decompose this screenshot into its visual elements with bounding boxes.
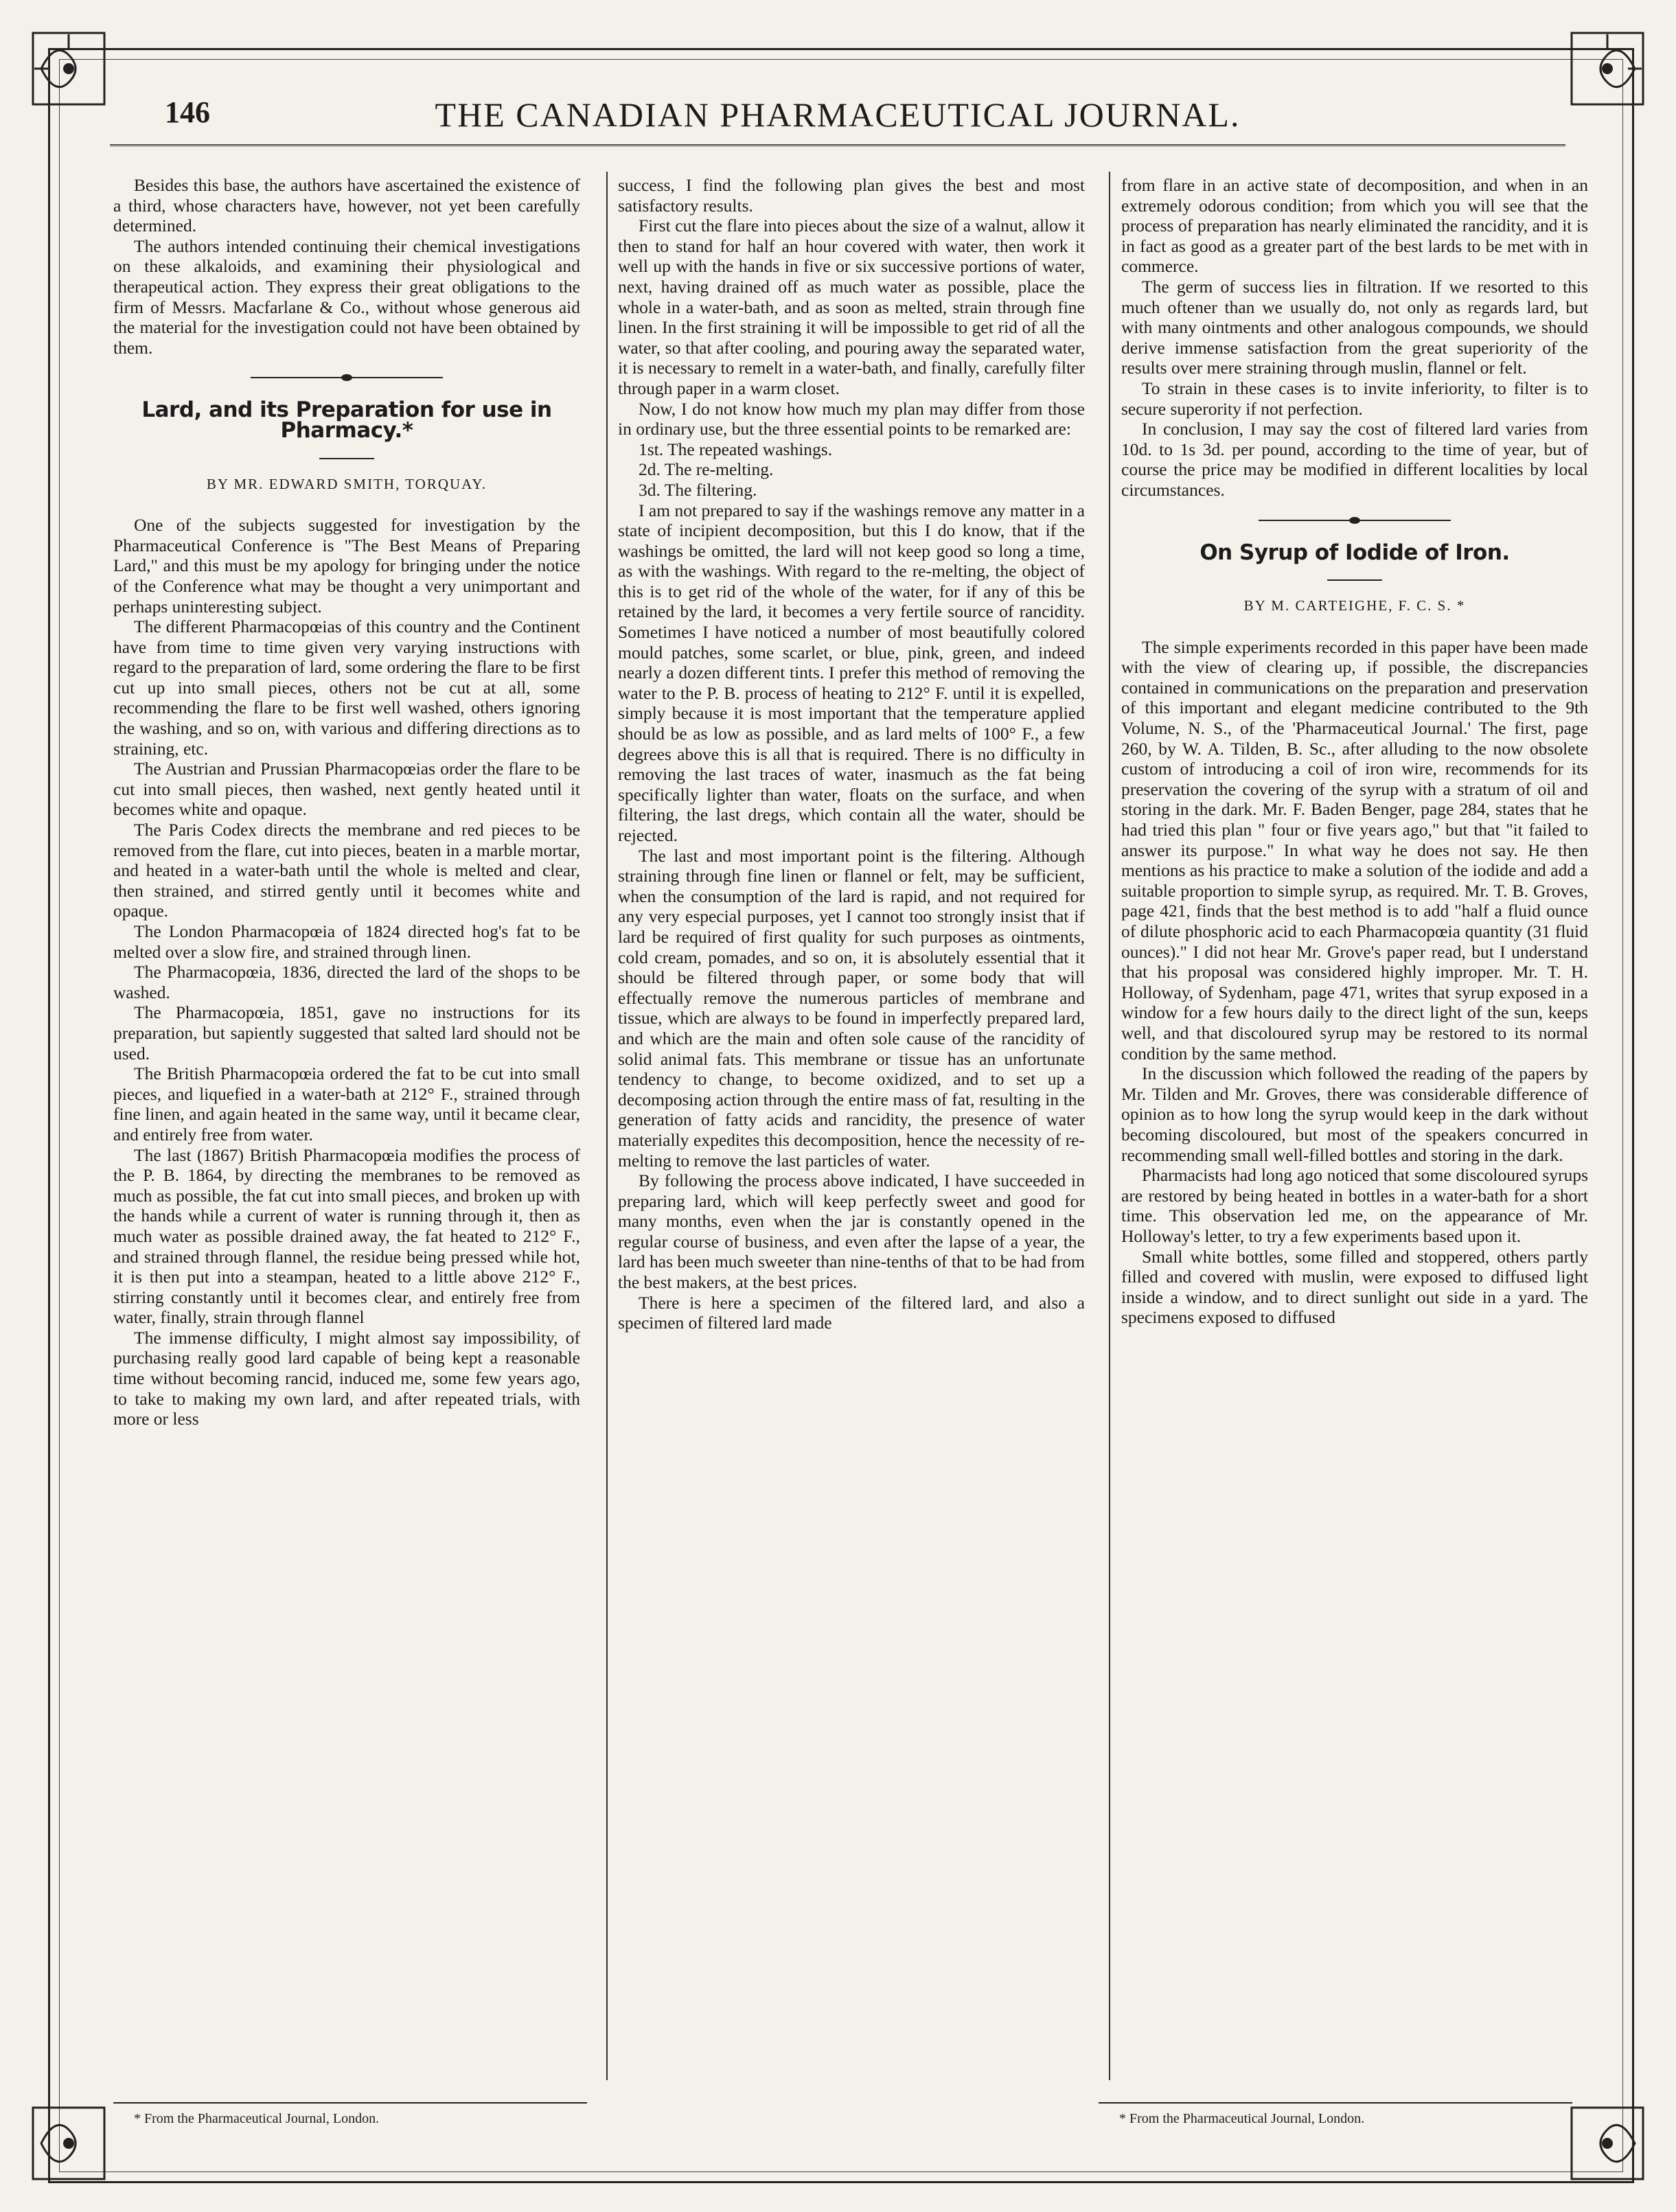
- byline-lard: BY MR. EDWARD SMITH, TORQUAY.: [206, 475, 487, 492]
- paragraph: In the discussion which followed the reading of the papers by Mr. Tilden and Mr. Groves, there was considerable difference of opinion as to how long the syrup would keep in the dark without becoming discoloured, but most of the speakers concurred in recommending small well-filled bottles and storing in the dark.: [1121, 1063, 1588, 1165]
- ornament-corner-icon: [1566, 27, 1649, 110]
- paragraph: Small white bottles, some filled and stoppered, others partly filled and covered with muslin, were exposed to diffused light inside a window, and to direct sunlight out side in a yard. The specimens exposed to diffused: [1121, 1246, 1588, 1328]
- paragraph: The Austrian and Prussian Pharmacopœias order the flare to be cut into small pieces, then washed, next gently heated until it becomes white and opaque.: [113, 759, 580, 820]
- article-title-lard: Lard, and its Preparation for use in Pharmacy.*: [141, 398, 552, 443]
- footnote-right: * From the Pharmaceutical Journal, London.: [1119, 2111, 1365, 2126]
- paragraph: The Pharmacopœia, 1851, gave no instructions for its preparation, but sapiently suggested that salted lard should not be used.: [113, 1002, 580, 1063]
- ornament-corner-icon: [27, 2102, 110, 2185]
- footnote-left: * From the Pharmaceutical Journal, London.: [134, 2111, 380, 2126]
- paragraph: By following the process above indicated, I have succeeded in preparing lard, which will keep perfectly sweet and good for many months, even when the jar is constantly opened in the regular course of business, and even after the lapse of a year, the lard has been much sweeter than nine-tenths of that to be had from the best makers, at the best prices.: [618, 1171, 1085, 1293]
- paragraph: In conclusion, I may say the cost of filtered lard varies from 10d. to 1s 3d. per pound, according to the time of year, but of course the price may be modified in different localities by local circumstances.: [1121, 419, 1588, 500]
- paragraph: First cut the flare into pieces about the size of a walnut, allow it then to stand for half an hour covered with water, then work it well up with the hands in five or six successive portions of water, next, having drained off as much water as possible, place the whole in a water-bath, and as soon as melted, strain through fine linen. In the first straining it will be impossible to get rid of all the water, so that after cooling, and pouring away the separated water, it is necessary to remelt in a water-bath, and finally, carefully filter through paper in a warm closet.: [618, 216, 1085, 398]
- article-columns: [113, 175, 1593, 2097]
- paragraph: Now, I do not know how much my plan may differ from those in ordinary use, but the three essential points to be remarked are:: [618, 398, 1085, 439]
- paragraph: The germ of success lies in filtration. If we resorted to this much oftener than we usually do, not only as regards lard, but with many ointments and other analogous compounds, we should derive immense satisfaction from the great superiority of the results over mere straining through muslin, flannel or felt.: [1121, 276, 1588, 378]
- list-item: 2d. The re-melting.: [639, 459, 774, 480]
- paragraph: success, I find the following plan gives the best and most satisfactory results.: [618, 175, 1085, 216]
- paragraph: The London Pharmacopœia of 1824 directed hog's fat to be melted over a slow fire, and strained through linen.: [113, 921, 580, 962]
- paragraph: The last (1867) British Pharmacopœia modifies the process of the P. B. 1864, by directing the membranes to be removed as much as possible, the fat cut into small pieces, and broken up with the hands while a current of water is running through it, then as much water as possible drained away, the fat heated to 212° F., and strained through flannel, the residue being pressed while hot, it is then put into a steampan, heated to a little above 212° F., stirring constantly until it becomes clear, and entirely free from water, finally, strain through flannel: [113, 1144, 580, 1328]
- paragraph: The immense difficulty, I might almost say impossibility, of purchasing really good lard capable of being kept a reasonable time without becoming rancid, induced me, some few years ago, to take to making my own lard, and after repeated trials, with more or less: [113, 1327, 580, 1429]
- section-separator: [251, 374, 443, 381]
- list-item: 1st. The repeated washings.: [639, 439, 833, 459]
- paragraph: from flare in an active state of decomposition, and when in an extremely odorous condition; from which you will see that the process of preparation has nearly eliminated the rancidity, and it is in fact as good as a greater part of the best lards to be met with in commerce.: [1121, 175, 1588, 277]
- paragraph: The authors intended continuing their chemical investigations on these alkaloids, and examining their physiological and therapeutical action. They express their great obligations to the firm of Messrs. Macfarlane & Co., without whose generous aid the material for the investigation could not have been obtained by them.: [113, 235, 580, 358]
- title-rule: [1327, 579, 1382, 581]
- paragraph: Pharmacists had long ago noticed that some discoloured syrups are restored by being heated in bottles in a water-bath for a short time. This observation led me, on the appearance of Mr. Holloway's letter, to try a few experiments based upon it.: [1121, 1165, 1588, 1246]
- byline-syrup: BY M. CARTEIGHE, F. C. S. *: [1243, 597, 1466, 614]
- paragraph: The Paris Codex directs the membrane and red pieces to be removed from the flare, cut into pieces, beaten in a marble mortar, and heated in a water-bath until the whole is melted and clear, then strained, and stirred gently until it becomes white and opaque.: [113, 820, 580, 921]
- paragraph: The Pharmacopœia, 1836, directed the lard of the shops to be washed.: [113, 962, 580, 1002]
- column-1: [113, 175, 580, 2097]
- paragraph: The different Pharmacopœias of this country and the Continent have from time to time given very varying instructions with regard to the preparation of lard, some ordering the flare to be first cut up into small pieces, others not be cut at all, some recommending the flare to be first well washed, others ignoring the washing, and so on, with various and differing directions as to straining, etc.: [113, 617, 580, 759]
- paragraph: I am not prepared to say if the washings remove any matter in a state of incipient decomposition, but this I do know, that if the washings be omitted, the lard will not keep good so long a time, as with the washings. With regard to the re-melting, the object of this is to get rid of the whole of the water, for if any of this be retained by the lard, it becomes a very fertile source of rancidity. Sometimes I have noticed a number of most beautifully colored mould patches, some scarlet, or blue, pink, green, and indeed nearly a dozen different tints. I prefer this method of removing the water to the P. B. process of heating to 212° F. until it is expelled, simply because it is most important that the temperature applied should be as low as possible, and as lard melts of 100° F., a few degrees above this is all that is required. There is no difficulty in removing the last traces of water, inasmuch as the fat being specifically lighter than water, floats on the surface, and when filtering, the last dregs, which contain all the water, should be rejected.: [618, 500, 1085, 845]
- paragraph: The British Pharmacopœia ordered the fat to be cut into small pieces, and liquefied in a water-bath at 212° F., strained through fine linen, and again heated in the same way, until it became clear, and entirely free from water.: [113, 1063, 580, 1144]
- list-item: 3d. The filtering.: [639, 479, 757, 500]
- paragraph: There is here a specimen of the filtered lard, and also a specimen of filtered lard made: [618, 1292, 1085, 1333]
- page-header: [110, 82, 1565, 146]
- paragraph: Besides this base, the authors have ascertained the existence of a third, whose characters have, however, not yet been carefully determined.: [113, 175, 580, 236]
- page-number: 146: [165, 95, 210, 129]
- article-title-syrup: On Syrup of Iodide of Iron.: [1199, 540, 1510, 565]
- paragraph: The last and most important point is the filtering. Although straining through fine linen or flannel or felt, may be sufficient, when the consumption of the lard is rapid, and not required for any very especial purposes, yet I cannot too strongly insist that if lard be required of first quality for such purposes as ointments, cold cream, pomades, and so on, it is absolutely essential that it should be filtered through paper, or some body that will effectually remove the numerous particles of membrane and tissue, which are always to be found in imperfectly prepared lard, and which are the main and often sole cause of the rancidity of solid animal fats. This membrane or tissue has an unfortunate tendency to change, to become oxidized, and to set up a decomposing action through the entire mass of fat, resulting in the generation of fatty acids and rancidity, the presence of water materially expedites this decomposition, hence the necessity of re-melting to remove the last particles of water.: [618, 845, 1085, 1171]
- paragraph: To strain in these cases is to invite inferiority, to filter is to secure superority if not perfection.: [1121, 378, 1588, 419]
- journal-title: THE CANADIAN PHARMACEUTICAL JOURNAL.: [435, 95, 1241, 134]
- title-rule: [319, 458, 374, 459]
- footnote-rule: [113, 2102, 587, 2104]
- footnote-rule: [1099, 2102, 1572, 2104]
- column-2: [618, 175, 1085, 2097]
- paragraph: One of the subjects suggested for investigation by the Pharmaceutical Conference is "The Best Means of Preparing Lard," and this must be my apology for bringing under the notice of the Conference what may be thought a very unimportant and perhaps uninteresting subject.: [113, 515, 580, 617]
- column-3: [1121, 175, 1588, 2097]
- paragraph: The simple experiments recorded in this paper have been made with the view of clearing up, if possible, the discrepancies contained in communications on the preparation and preservation of this important and elegant medicine contributed to the 9th Volume, N. S., of the 'Pharmaceutical Journal.' The first, page 260, by W. A. Tilden, B. Sc., after alluding to the now obsolete custom of introducing a coil of iron wire, recommends for its preservation the covering of the syrup with a stratum of oil and storing in the dark. Mr. F. Baden Benger, page 284, states that he had tried this plan " four or five years ago," but that "it failed to answer its purpose." In what way he does not say. He then mentions as his practice to make a solution of the iodide and add a suitable proportion to simple syrup, as required. Mr. T. B. Groves, page 421, finds that the best method is to add "half a fluid ounce of dilute phosphoric acid to each Pharmacopœia quantity (31 fluid ounces)." I did not hear Mr. Grove's paper read, but I understand that his proposal was considered highly improper. Mr. T. H. Holloway, of Sydenham, page 471, writes that syrup exposed in a window for a few hours daily to the direct light of the sun, keeps well, and that discoloured syrup may be restored to its normal condition by the same method.: [1121, 636, 1588, 1063]
- ornament-corner-icon: [1566, 2102, 1649, 2185]
- ornament-corner-icon: [27, 27, 110, 110]
- section-separator: [1259, 517, 1451, 524]
